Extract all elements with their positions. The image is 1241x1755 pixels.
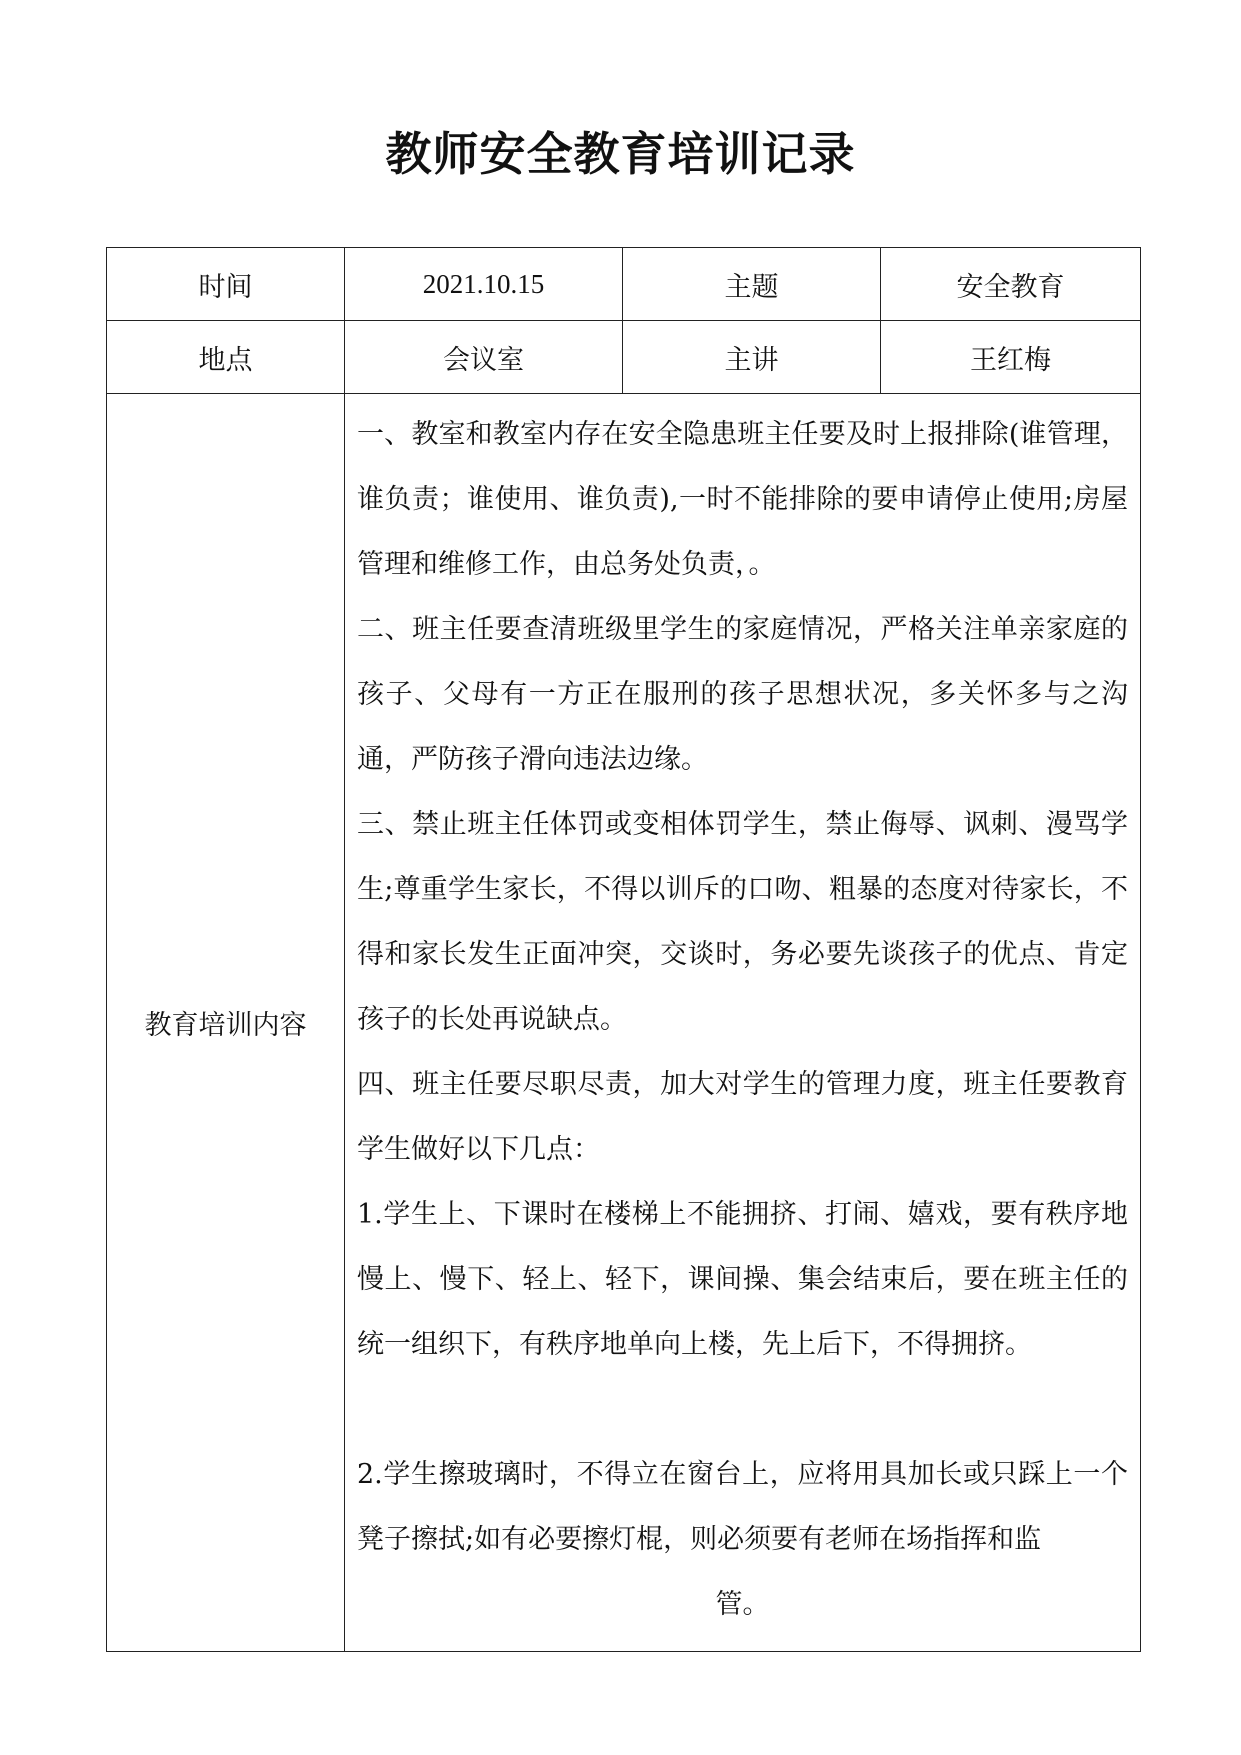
content-paragraph-1: 一、教室和教室内存在安全隐患班主任要及时上报排除(谁管理，谁负责；谁使用、谁负责),一时不能排除的要申请停止使用;房屋管理和维修工作，由总务处负责，。 [357, 419, 1128, 580]
time-value: 2021.10.15 [345, 248, 623, 321]
content-label: 教育培训内容 [107, 394, 345, 1652]
time-label: 时间 [107, 248, 345, 321]
place-value: 会议室 [345, 321, 623, 394]
content-paragraph-3: 三、禁止班主任体罚或变相体罚学生，禁止侮辱、讽刺、漫骂学生;尊重学生家长，不得以训斥的口吻、粗暴的态度对待家长，不得和家长发生正面冲突，交谈时，务必要先谈孩子的优点、肯定孩子的长处再说缺点。 [357, 809, 1128, 1035]
paragraph-spacer [357, 1377, 1128, 1442]
speaker-value: 王红梅 [881, 321, 1141, 394]
place-label: 地点 [107, 321, 345, 394]
content-paragraph-6-tail: 管。 [715, 1589, 770, 1620]
training-record-table [106, 247, 1141, 1652]
content-cell [345, 394, 1141, 1652]
document-title: 教师安全教育培训记录 [385, 127, 856, 181]
content-paragraph-6: 2.学生擦玻璃时，不得立在窗台上，应将用具加长或只踩上一个凳子擦拭;如有必要擦灯棍，则必须要有老师在场指挥和监 [357, 1459, 1128, 1555]
topic-label: 主题 [623, 248, 881, 321]
table-row-place-speaker [107, 321, 1141, 394]
content-paragraph-4: 四、班主任要尽职尽责，加大对学生的管理力度，班主任要教育学生做好以下几点： [357, 1069, 1128, 1165]
table-row-content [107, 394, 1141, 1652]
topic-value: 安全教育 [881, 248, 1141, 321]
content-paragraph-2: 二、班主任要查清班级里学生的家庭情况，严格关注单亲家庭的孩子、父母有一方正在服刑的孩子思想状况，多关怀多与之沟通，严防孩子滑向违法边缘。 [357, 614, 1128, 775]
speaker-label: 主讲 [623, 321, 881, 394]
content-paragraph-5: 1.学生上、下课时在楼梯上不能拥挤、打闹、嬉戏，要有秩序地慢上、慢下、轻上、轻下，课间操、集会结束后，要在班主任的统一组织下，有秩序地单向上楼，先上后下，不得拥挤。 [357, 1199, 1128, 1360]
table-row-time-topic [107, 248, 1141, 321]
